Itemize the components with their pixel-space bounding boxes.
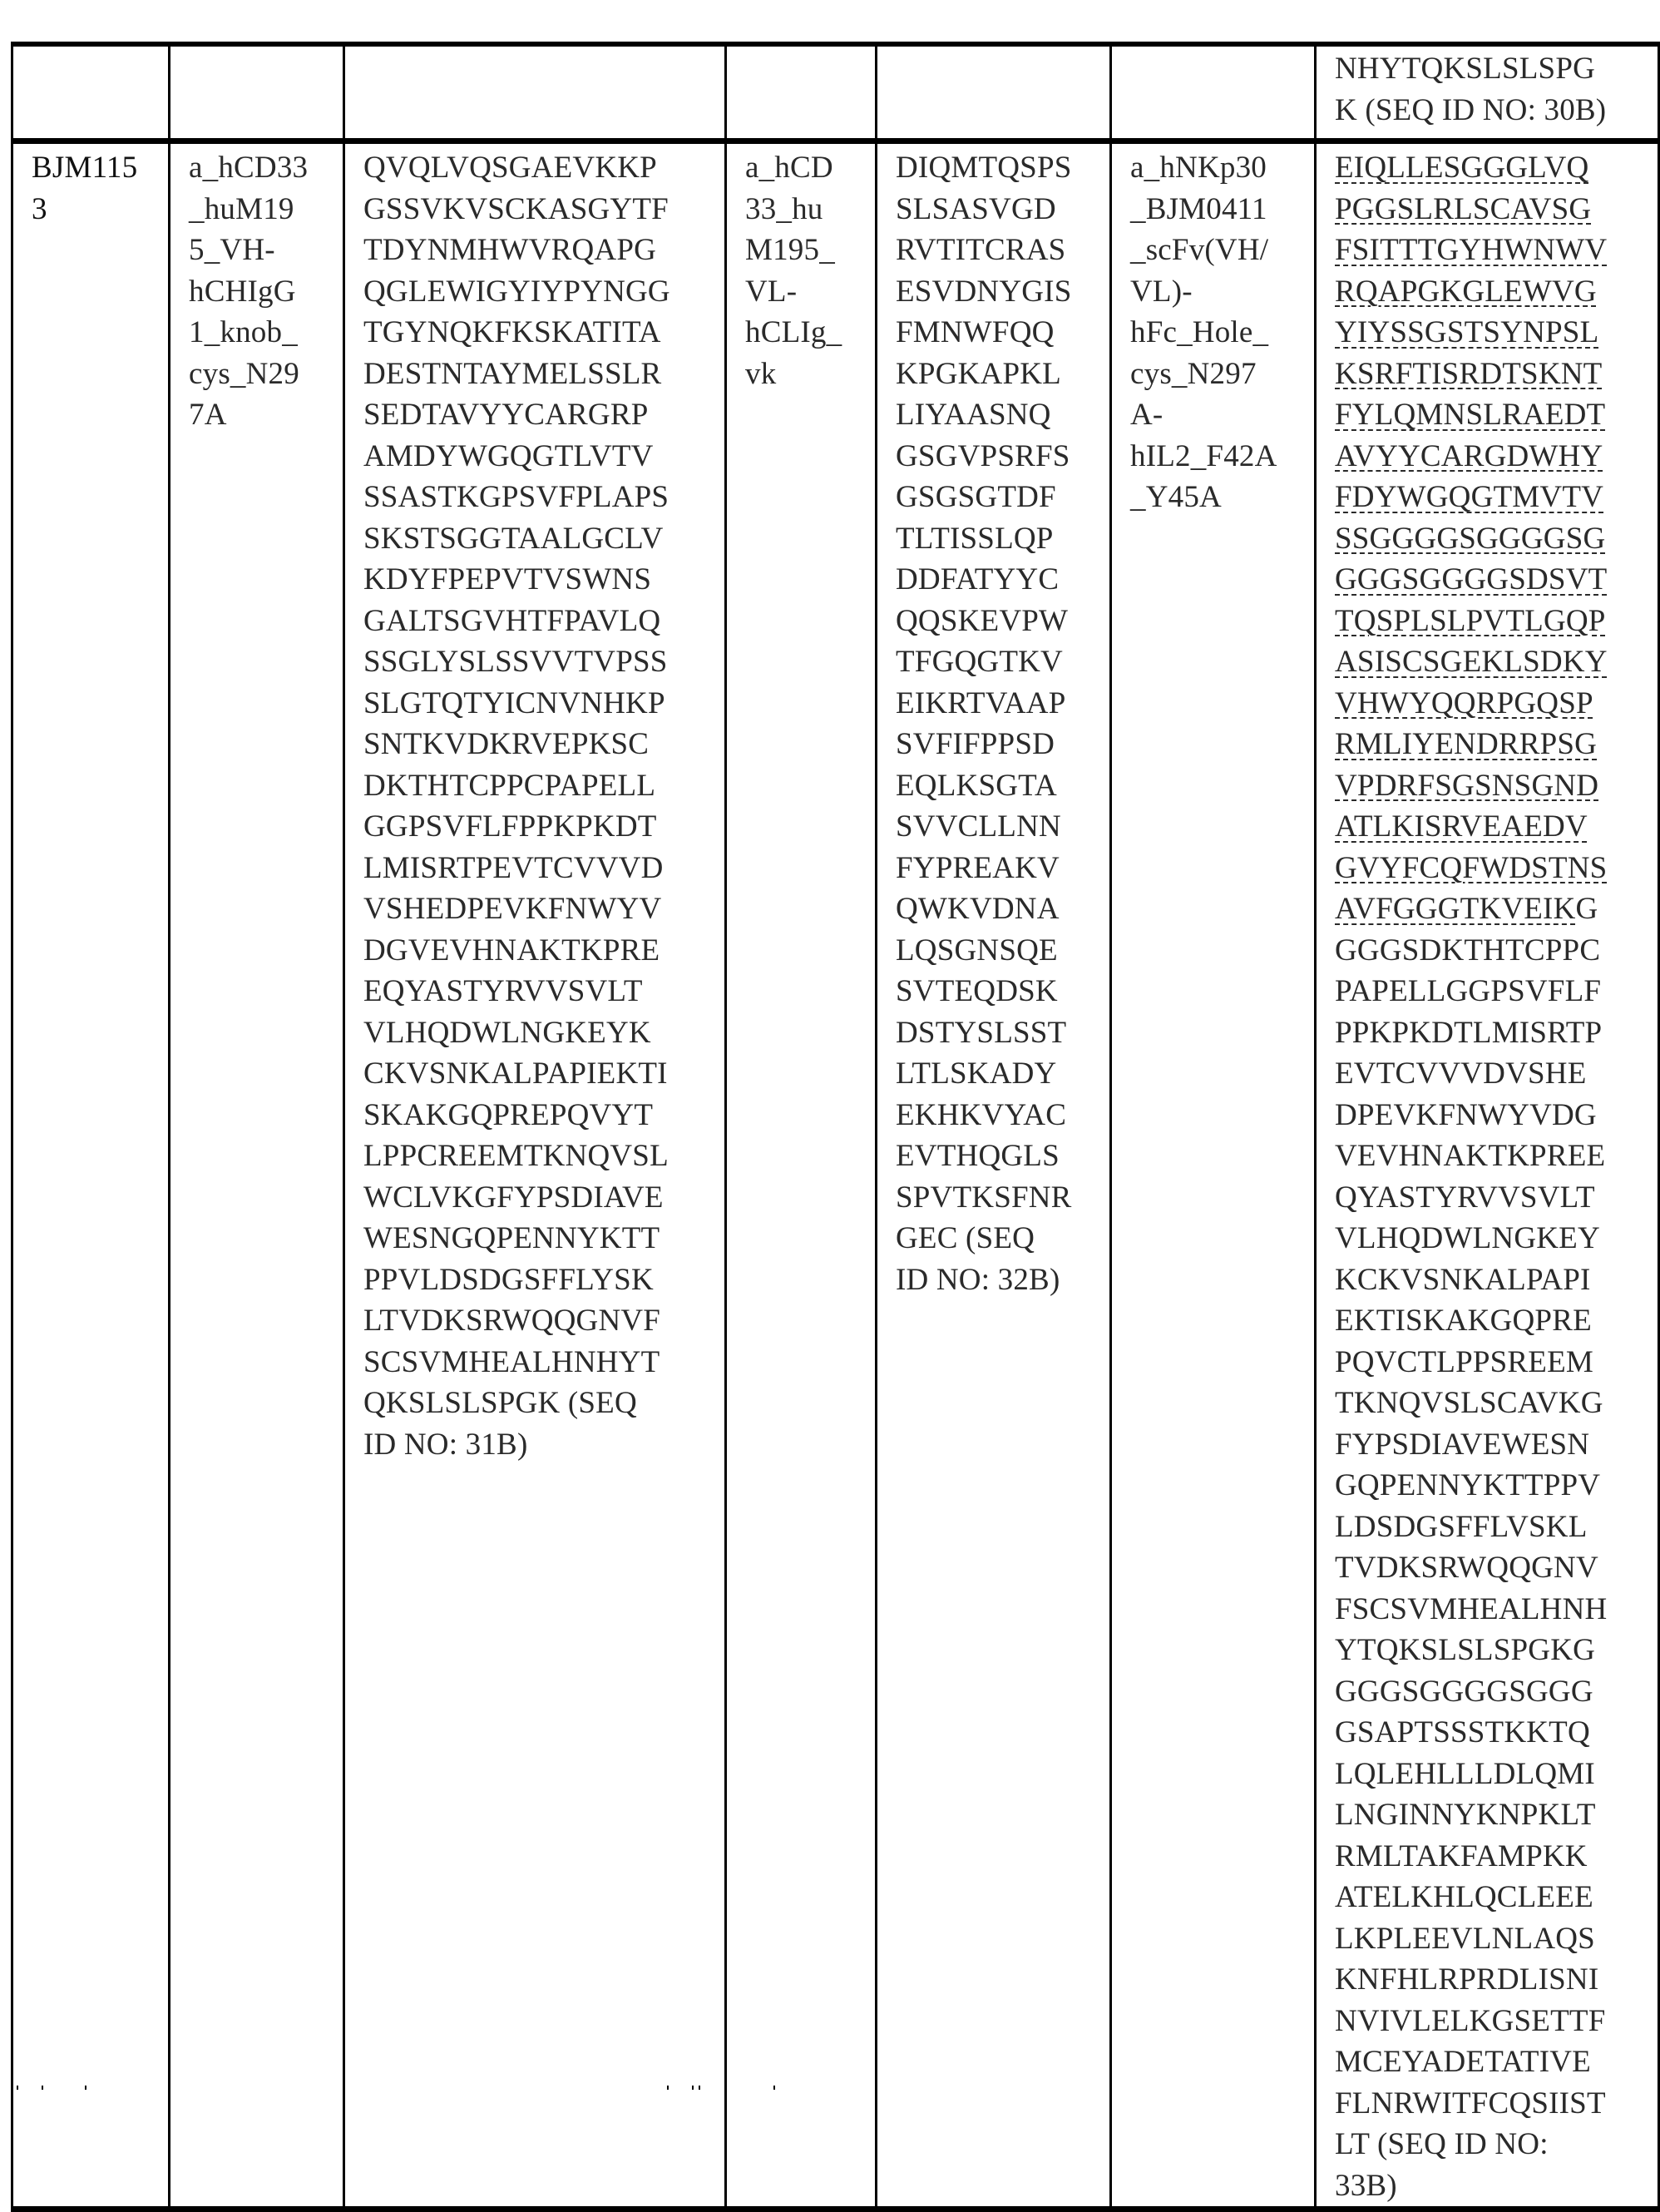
underlined-scfv-segment: RQAPGKGLEWVG (1335, 274, 1597, 309)
sequence-segment: KCKVSNKALPAPI (1335, 1262, 1591, 1297)
sequence-line: RVTITCRAS (896, 233, 1066, 267)
sequence-line: GALTSGVHTFPAVLQ (363, 603, 661, 638)
sequence-line: EQLKSGTA (896, 768, 1057, 803)
sequence-line: FYPREAKV (896, 850, 1060, 885)
sequence-segment: TKNQVSLSCAVKG (1335, 1386, 1603, 1420)
sequence-line (1335, 1671, 1658, 1713)
sequence-segment: EKTISKAKGQPRE (1335, 1304, 1592, 1338)
underlined-scfv-segment: ATLKISRVEAEDV (1335, 809, 1588, 844)
sequence-segment: VLHQDWLNGKEY (1335, 1221, 1600, 1255)
sequence-segment: PQVCTLPPSREEM (1335, 1344, 1594, 1379)
sequence-line: SVVCLLNN (896, 809, 1061, 844)
underlined-scfv-segment: KSRFTISRDTSKNT (1335, 356, 1603, 391)
construct-name-line: 33_hu (745, 191, 823, 226)
construct-name-line: _scFv(VH/ (1130, 233, 1269, 267)
sequence-segment: GGGSDKTHTCPPC (1335, 933, 1601, 967)
sequence-line: QQSKEVPW (896, 603, 1069, 638)
sequence-segment: G (1575, 892, 1598, 926)
sequence-line (1335, 601, 1658, 642)
construct-name-line: M195_ (745, 233, 835, 267)
underlined-scfv-segment: ASISCSGEKLSDKY (1335, 645, 1608, 679)
sequence-line: EQYASTYRVVSVLT (363, 974, 643, 1008)
sequence-line (1335, 683, 1658, 725)
underlined-scfv-segment: RMLIYENDRRPSG (1335, 727, 1598, 761)
sequence-line (1335, 147, 1658, 189)
sequence-line (1335, 2124, 1658, 2165)
sequence-line (1335, 930, 1658, 972)
construct-name-line: _huM19 (189, 191, 294, 226)
sequence-segment: ATELKHLQCLEEE (1335, 1880, 1593, 1914)
cell-heavy-chain-sequence (344, 141, 726, 2210)
sequence-line (1335, 1053, 1658, 1095)
sequence-line (1335, 1012, 1658, 1054)
cell-heavy-chain-name (170, 44, 344, 141)
construct-id-line: BJM115 (32, 151, 138, 185)
sequence-line (1335, 1589, 1658, 1631)
cell-heavy-chain-sequence (344, 44, 726, 141)
sequence-line (1335, 271, 1658, 313)
construct-name-line: a_hCD33 (189, 151, 309, 185)
construct-name-line: hCHIgG (189, 274, 296, 309)
sequence-line: QGLEWIGYIYPYNGG (363, 274, 670, 309)
underlined-scfv-segment: PGGSLRLSCAVSG (1335, 191, 1592, 226)
underlined-scfv-segment: TQSPLSLPVTLGQP (1335, 603, 1606, 638)
sequence-line (1335, 1630, 1658, 1671)
sequence-line: GEC (SEQ (896, 1221, 1035, 1255)
sequence-segment: MCEYADETATIVE (1335, 2045, 1591, 2079)
cell-construct-id (12, 44, 170, 141)
sequence-segment: YTQKSLSLSPGKG (1335, 1633, 1596, 1667)
sequence-line: GSGSGTDF (896, 480, 1056, 514)
sequence-line: VLHQDWLNGKEYK (363, 1015, 651, 1050)
sequence-line: DIQMTQSPS (896, 151, 1072, 185)
sequence-segment: RMLTAKFAMPKK (1335, 1838, 1588, 1873)
sequence-line: SVFIFPPSD (896, 727, 1055, 761)
sequence-line (1335, 1342, 1658, 1383)
sequence-segment: 33B) (1335, 2168, 1397, 2203)
sequence-line: DGVEVHNAKTKPRE (363, 933, 660, 967)
sequence-line: LIYAASNQ (896, 398, 1051, 432)
sequence-line: NHYTQKSLSLSPG (1335, 52, 1596, 86)
sequence-line (1335, 1300, 1658, 1342)
underlined-scfv-segment: GVYFCQFWDSTNS (1335, 850, 1608, 885)
underlined-scfv-segment: SSGGGGSGGGGSG (1335, 521, 1606, 556)
sequence-line: KPGKAPKL (896, 356, 1061, 391)
sequence-line: LMISRTPEVTCVVVD (363, 850, 664, 885)
sequence-line (1335, 848, 1658, 889)
underlined-scfv-segment: FDYWGQGTMVTV (1335, 480, 1604, 514)
sequence-line: GGPSVFLFPPKPKDT (363, 809, 657, 844)
sequence-line: SKSTSGGTAALGCLV (363, 521, 664, 556)
sequence-segment: LDSDGSFFLVSKL (1335, 1509, 1588, 1544)
sequence-line: LPPCREEMTKNQVSL (363, 1139, 669, 1173)
sequence-line: WCLVKGFYPSDIAVE (363, 1180, 664, 1215)
sequence-line: EVTHQGLS (896, 1139, 1060, 1173)
construct-name-line: A- (1130, 398, 1163, 432)
sequence-line: AMDYWGQGTLVTV (363, 438, 654, 473)
underlined-scfv-segment: YIYSSGSTSYNPSL (1335, 315, 1599, 349)
sequence-line (1335, 230, 1658, 271)
sequence-line: PPVLDSDGSFFLYSK (363, 1262, 654, 1297)
sequence-segment: DPEVKFNWYVDG (1335, 1097, 1597, 1132)
sequence-line: LTLSKADY (896, 1057, 1057, 1091)
underlined-scfv-segment: FSITTTGYHWNWV (1335, 233, 1608, 267)
sequence-line: LQSGNSQE (896, 933, 1058, 967)
scan-artifact-marks (0, 2086, 1660, 2092)
sequence-line: CKVSNKALPAPIEKTI (363, 1057, 668, 1091)
sequence-line: TDYNMHWVRQAPG (363, 233, 657, 267)
sequence-segment: NVIVLELKGSETTF (1335, 2003, 1606, 2038)
sequence-line (1335, 1259, 1658, 1301)
sequence-line: DSTYSLSST (896, 1015, 1067, 1050)
sequence-segment: LKPLEEVLNLAQS (1335, 1921, 1595, 1956)
sequence-line: TGYNQKFKSKATITA (363, 315, 661, 349)
construct-name-line: 7A (189, 398, 227, 432)
sequence-segment: PAPELLGGPSVFLF (1335, 974, 1602, 1008)
sequence-line: ID NO: 32B) (896, 1262, 1060, 1297)
underlined-scfv-segment: GGGSGGGGSDSVT (1335, 562, 1608, 596)
sequence-segment: FYPSDIAVEWESN (1335, 1427, 1590, 1462)
sequence-line (1335, 394, 1658, 436)
cell-construct-id (12, 141, 170, 2210)
sequence-table (11, 42, 1660, 2212)
construct-name-line: cys_N29 (189, 356, 299, 391)
sequence-line: SSASTKGPSVFPLAPS (363, 480, 669, 514)
sequence-line: SKAKGQPREPQVYT (363, 1097, 654, 1132)
sequence-line (1335, 477, 1658, 518)
underlined-scfv-segment: FYLQMNSLRAEDT (1335, 398, 1606, 432)
construct-name-line: 1_knob_ (189, 315, 298, 349)
cell-light-chain-name (726, 141, 877, 2210)
sequence-line: SSGLYSLSSVVTVPSS (363, 645, 668, 679)
sequence-line (1335, 559, 1658, 601)
sequence-line (1335, 312, 1658, 354)
sequence-segment: GSAPTSSSTKKTQ (1335, 1715, 1590, 1749)
sequence-line (1335, 1424, 1658, 1466)
sequence-segment: LQLEHLLLDLQMI (1335, 1756, 1595, 1791)
sequence-line: WESNGQPENNYKTT (363, 1221, 660, 1255)
construct-name-line: cys_N297 (1130, 356, 1257, 391)
sequence-line: SCSVMHEALHNHYT (363, 1344, 660, 1379)
sequence-line (1335, 2165, 1658, 2207)
sequence-line: SPVTKSFNR (896, 1180, 1072, 1215)
construct-name-line: _BJM0411 (1130, 191, 1267, 226)
sequence-segment: TVDKSRWQQGNV (1335, 1551, 1598, 1585)
sequence-line: EIKRTVAAP (896, 685, 1066, 720)
underlined-scfv-segment: VPDRFSGSNSGND (1335, 768, 1599, 803)
cell-light-chain-name (726, 44, 877, 141)
sequence-line (1335, 1959, 1658, 2001)
sequence-line (1335, 2041, 1658, 2083)
sequence-line (1335, 1877, 1658, 1918)
sequence-line (1335, 1547, 1658, 1589)
sequence-line: GSGVPSRFS (896, 438, 1070, 473)
construct-name-line: a_hNKp30 (1130, 151, 1267, 185)
sequence-line: GSSVKVSCKASGYTF (363, 191, 669, 226)
sequence-segment: GGGSGGGGSGGG (1335, 1674, 1593, 1709)
sequence-line (1335, 1465, 1658, 1507)
sequence-line: DDFATYYC (896, 562, 1060, 596)
underlined-scfv-segment: VHWYQQRPGQSP (1335, 685, 1593, 720)
sequence-line (1335, 1918, 1658, 1960)
cell-fusion-name (1111, 44, 1316, 141)
sequence-line: K (SEQ ID NO: 30B) (1335, 92, 1607, 127)
sequence-line (1335, 1136, 1658, 1177)
sequence-line (1335, 806, 1658, 848)
sequence-line (1335, 1754, 1658, 1795)
construct-name-line: vk (745, 356, 777, 391)
construct-name-line: a_hCD (745, 151, 833, 185)
sequence-line: SLSASVGD (896, 191, 1056, 226)
construct-name-line: 5_VH- (189, 233, 275, 267)
sequence-line (1335, 1794, 1658, 1836)
cell-light-chain-sequence (877, 44, 1111, 141)
sequence-segment: LNGINNYKNPKLT (1335, 1798, 1596, 1832)
table-row-BJM1153 (12, 141, 1659, 2210)
sequence-line (1335, 1383, 1658, 1424)
underlined-scfv-segment: EIQLLESGGGLVQ (1335, 151, 1589, 185)
sequence-segment: FSCSVMHEALHNH (1335, 1591, 1608, 1626)
cell-fusion-sequence (1316, 141, 1659, 2210)
sequence-line (1335, 354, 1658, 395)
sequence-line: ESVDNYGIS (896, 274, 1072, 309)
sequence-line: TFGQGTKV (896, 645, 1063, 679)
construct-name-line: VL- (745, 274, 798, 309)
sequence-segment: FLNRWITFCQSIIST (1335, 2086, 1606, 2120)
sequence-line (1335, 1507, 1658, 1548)
sequence-line: DKTHTCPPCPAPELL (363, 768, 656, 803)
sequence-line: SEDTAVYYCARGRP (363, 398, 649, 432)
sequence-segment: VEVHNAKTKPREE (1335, 1139, 1606, 1173)
sequence-line (1335, 724, 1658, 765)
underlined-scfv-segment: AVYYCARGDWHY (1335, 438, 1603, 473)
sequence-line (1335, 641, 1658, 683)
sequence-line: QVQLVQSGAEVKKP (363, 151, 657, 185)
sequence-line: DESTNTAYMELSSLR (363, 356, 662, 391)
cell-light-chain-sequence (877, 141, 1111, 2210)
cell-fusion-sequence (1316, 44, 1659, 141)
sequence-line (1335, 971, 1658, 1012)
sequence-segment: GQPENNYKTTPPV (1335, 1468, 1601, 1502)
sequence-segment: LT (SEQ ID NO: (1335, 2127, 1549, 2161)
sequence-line (1335, 1836, 1658, 1878)
table-row-continuation (12, 44, 1659, 141)
underlined-scfv-segment: AVFGGGTKVEIK (1335, 892, 1576, 926)
construct-name-line: _Y45A (1130, 480, 1222, 514)
sequence-line (1335, 1218, 1658, 1259)
construct-id-line: 3 (32, 191, 47, 226)
sequence-line (1335, 436, 1658, 478)
sequence-line: ID NO: 31B) (363, 1427, 528, 1462)
construct-name-line: hCLIg_ (745, 315, 842, 349)
sequence-segment: PPKPKDTLMISRTP (1335, 1015, 1603, 1050)
cell-heavy-chain-name (170, 141, 344, 2210)
construct-name-line: hFc_Hole_ (1130, 315, 1269, 349)
construct-name-line: hIL2_F42A (1130, 438, 1277, 473)
sequence-line: EKHKVYAC (896, 1097, 1067, 1132)
construct-name-line: VL)- (1130, 274, 1193, 309)
sequence-line (1335, 1095, 1658, 1136)
sequence-line: TLTISSLQP (896, 521, 1054, 556)
sequence-line: SNTKVDKRVEPKSC (363, 727, 650, 761)
sequence-line: LTVDKSRWQQGNVF (363, 1304, 661, 1338)
sequence-line: VSHEDPEVKFNWYV (363, 892, 662, 926)
sequence-line: KDYFPEPVTVSWNS (363, 562, 652, 596)
sequence-line (1335, 765, 1658, 807)
sequence-line (1335, 518, 1658, 560)
sequence-line: QWKVDNA (896, 892, 1060, 926)
sequence-segment: KNFHLRPRDLISNI (1335, 1962, 1599, 1997)
sequence-line (1335, 2001, 1658, 2042)
cell-fusion-name (1111, 141, 1316, 2210)
sequence-line (1335, 888, 1658, 930)
sequence-line (1335, 189, 1658, 230)
sequence-line: QKSLSLSPGK (SEQ (363, 1386, 637, 1420)
sequence-line: SLGTQTYICNVNHKP (363, 685, 665, 720)
sequence-line (1335, 1177, 1658, 1219)
sequence-segment: EVTCVVVDVSHE (1335, 1057, 1587, 1091)
sequence-line: SVTEQDSK (896, 974, 1058, 1008)
sequence-line: FMNWFQQ (896, 315, 1055, 349)
sequence-line (1335, 1712, 1658, 1754)
sequence-segment: QYASTYRVVSVLT (1335, 1180, 1595, 1215)
